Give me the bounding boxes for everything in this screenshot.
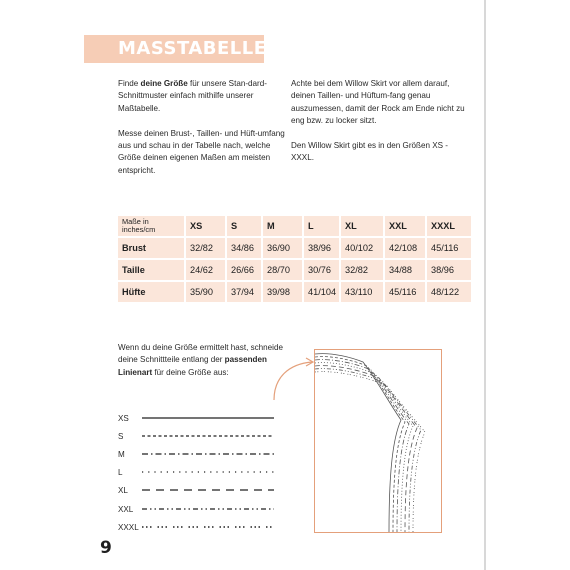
- table-cell: 32/82: [186, 238, 225, 258]
- cut-text: Wenn du deine Größe ermittelt hast, schneide deine Schnittteile entlang der: [118, 343, 283, 365]
- legend-label: XXL: [118, 505, 134, 514]
- table-cell: 37/94: [227, 282, 261, 302]
- legend-label: XS: [118, 414, 129, 423]
- cut-bold-text: passenden Linienart: [118, 355, 267, 377]
- cut-text: für deine Größe aus:: [152, 367, 229, 377]
- size-table: [116, 214, 473, 304]
- size-header: L: [304, 216, 339, 236]
- table-cell: 36/90: [263, 238, 302, 258]
- intro-right-paragraph-1: Achte bei dem Willow Skirt vor allem darauf, deinen Taillen- und Hüftum-fang genau auszumessen, damit der Rock am Ende nicht zu eng bzw. zu locker sitzt.: [291, 79, 465, 126]
- intro-right-paragraph-2: Den Willow Skirt gibt es in den Größen XS - XXXL.: [291, 141, 448, 163]
- row-label: Taille: [118, 260, 184, 280]
- skirt-pattern-lines-icon: [315, 350, 441, 532]
- table-cell: 30/76: [304, 260, 339, 280]
- table-cell: 42/108: [385, 238, 425, 258]
- table-header-row: [118, 216, 471, 236]
- table-cell: 43/110: [341, 282, 383, 302]
- page-title: [118, 35, 267, 63]
- table-cell: 34/88: [385, 260, 425, 280]
- size-header: XL: [341, 216, 383, 236]
- table-cell: 35/90: [186, 282, 225, 302]
- table-cell: 45/116: [385, 282, 425, 302]
- size-header: M: [263, 216, 302, 236]
- size-header: XS: [186, 216, 225, 236]
- table-cell: 39/98: [263, 282, 302, 302]
- legend-label: L: [118, 468, 123, 477]
- intro-left-column: [118, 78, 288, 190]
- pattern-illustration: [314, 349, 442, 533]
- size-header: XXL: [385, 216, 425, 236]
- table-row: [118, 260, 471, 280]
- table-row: [118, 238, 471, 258]
- intro-text: Finde: [118, 79, 141, 88]
- table-row: [118, 282, 471, 302]
- arrow-icon: [270, 356, 318, 408]
- legend-label: S: [118, 432, 124, 441]
- legend-label: XL: [118, 486, 128, 495]
- table-cell: 24/62: [186, 260, 225, 280]
- table-cell: 38/96: [427, 260, 471, 280]
- row-label: Hüfte: [118, 282, 184, 302]
- line-type-legend: [140, 405, 280, 535]
- legend-label: M: [118, 450, 125, 459]
- size-header: XXXL: [427, 216, 471, 236]
- table-cell: 41/104: [304, 282, 339, 302]
- table-cell: 38/96: [304, 238, 339, 258]
- intro-text: für unsere Stan-dard-Schnittmuster einfach mithilfe unserer Maßtabelle.: [118, 79, 267, 113]
- intro-left-paragraph-1: [118, 78, 288, 115]
- table-cell: 40/102: [341, 238, 383, 258]
- table-cell: 28/70: [263, 260, 302, 280]
- table-header-label: Maße in inches/cm: [118, 216, 184, 236]
- table-cell: 45/116: [427, 238, 471, 258]
- row-label: Brust: [118, 238, 184, 258]
- table-cell: 32/82: [341, 260, 383, 280]
- table-cell: 26/66: [227, 260, 261, 280]
- intro-bold-text: deine Größe: [140, 79, 188, 88]
- cut-instructions: [118, 342, 288, 379]
- table-cell: 34/86: [227, 238, 261, 258]
- legend-label: XXXL: [118, 523, 139, 532]
- size-header: S: [227, 216, 261, 236]
- page-edge: [484, 0, 486, 570]
- page-number: 9: [100, 538, 112, 558]
- page-title-text: MASSTABELLE: [118, 38, 267, 59]
- table-cell: 48/122: [427, 282, 471, 302]
- intro-left-paragraph-2: Messe deinen Brust-, Taillen- und Hüft-umfang aus und schau in der Tabelle nach, welche Größe deinen eigenen Maßen am meisten entspricht.: [118, 128, 285, 175]
- intro-right-column: [291, 78, 466, 177]
